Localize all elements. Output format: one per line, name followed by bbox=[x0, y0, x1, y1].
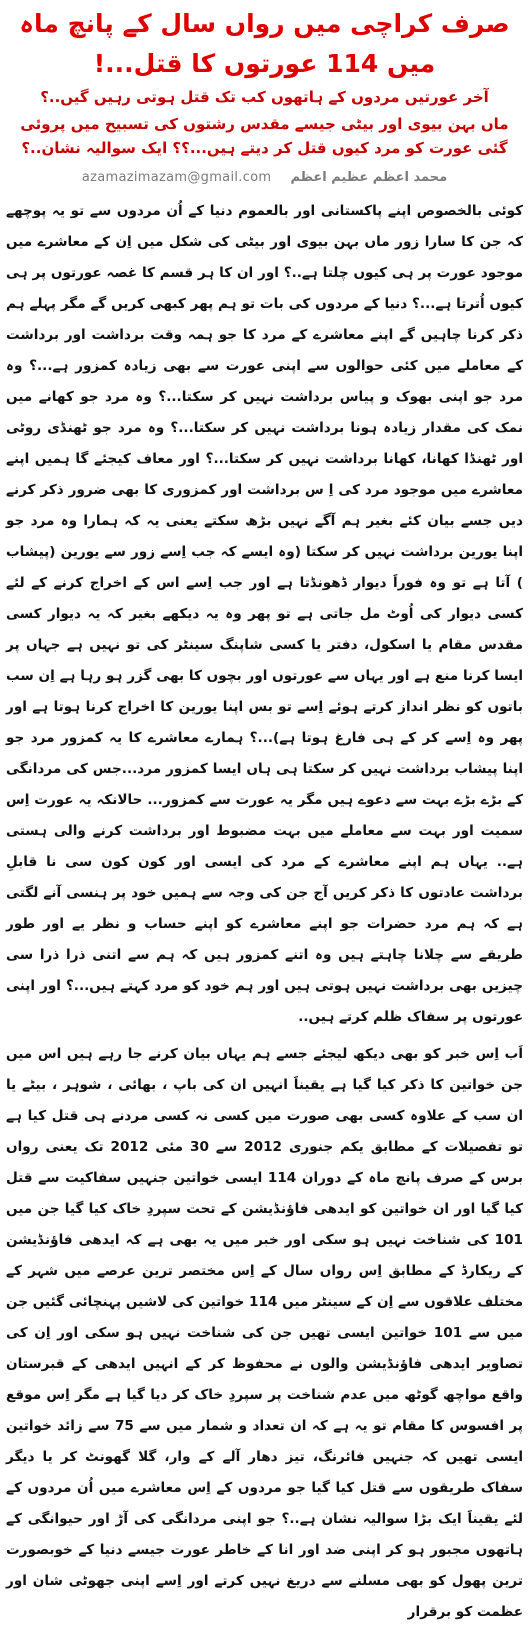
article-paragraph-2: اَب اِس خبر کو بھی دیکھ لیجئے جسے ہم یہاں بیان کرنے جا رہے ہیں اس میں جن خواتین کا ذکر کیا گیا ہے یقیناََ انہیں ان کی باپ ، بھائی ، شوہر ، بیٹے یا ان سب کے علاوہ کسی بھی صورت میں کسی نہ کسی مردنے ہی قتل کیا ہے تو تفصیلات کے مطابق یکم جنوری 2012 سے 30 مئی 2012 تک یعنی رواں برس کے صرف پانچ ماہ کے دوران 114 ایسی خواتین جنہیں سفاکیت سے قتل کیا گیا اور ان خواتین کو ایدھی فاؤنڈیشن کے تحت سپردِ خاک کیا گیا جن میں 101 کی شناخت نہیں ہو سکی اور خبر میں یہ بھی ہے کہ ایدھی فاؤنڈیشن کے ریکارڈ کے مطابق اِس رواں سال کے اِس مختصر ترین عرصے میں شہر کے مختلف علاقوں سے اِن کے سینٹر میں 114 خواتین کی لاشیں پہنچائی گئیں جن میں سے 101 خواتین ایسی تھیں جن کی شناخت نہیں ہو سکی اور اِن کی تصاویر ایدھی فاؤنڈیشن والوں نے محفوظ کر کے انہیں ایدھی کے قبرستان واقع مواچھ گوٹھ میں عدم شناخت پر سپردِ خاک کر دیا گیا ہے مگر اِس موقع پر افسوس کا مقام تو یہ ہے کہ ان تعداد و شمار میں سے 75 سے زائد خواتین ایسی تھیں کہ جنہیں فائرنگ، تیز دھار آلے کے وار، گلا گھونٹ کر یا دیگر سفاک طریقوں سے قتل کیا گیا جو مردوں کے اِس معاشرے میں اُن مردوں کے لئے یقیناََ ایک بڑا سوالیہ نشان ہے..؟ جو اپنی مردانگی کی آڑ اور حیوانگی کے ہاتھوں مجبور ہو کر اپنی ضد اور انا کے خاطر عورت جیسے دنیا کے خوبصورت ترین پھول کو بھی مسلنے سے دریغ نہیں کرتے اور اِسے اپنی جھوٹی شان اور عظمت کو برقرار bbox=[6, 1046, 523, 1620]
article-headline: صرف کراچی میں رواں سال کے پانچ ماہ میں 114 عورتوں کا قتل...! bbox=[19, 9, 510, 78]
author-email: azamazimazam@gmail.com bbox=[81, 170, 272, 185]
article-subheading-2: ماں بہن بیوی اور بیٹی جیسے مقدس رشتوں کی تسبیح میں پروئی گئی عورت کو مرد کیوں قتل کر دیتے ہیں...؟؟ ایک سوالیہ نشان..؟ bbox=[20, 115, 509, 157]
author-name: محمد اعظم عظیم اعظم bbox=[290, 170, 448, 185]
byline bbox=[6, 166, 523, 186]
article-subheading-1: آخر عورتیں مردوں کے ہاتھوں کب تک قتل ہوتی رہیں گیں..؟ bbox=[40, 88, 489, 106]
article-paragraph-1: کوئی بالخصوص اپنے پاکستانی اور بالعموم دنیا کے اُن مردوں سے تو یہ پوچھے کہ جن کا سارا زور ماں بہن بیوی اور بیٹی کی شکل میں اِن کے معاشرے میں موجود عورت پر ہی کیوں چلتا ہے..؟ اور ان کا ہر قسم کا غصہ عورتوں پر ہی کیوں اُترتا ہے...؟ دنیا کے مردوں کی بات تو ہم پھر کبھی کریں گے مگر پہلے ہم ذکر کرنا چاہیں گے اپنے معاشرے کے مرد کا جو ہمہ وقت برداشت اور برداشت کے معاملے میں کئی حوالوں سے اپنی عورت سے بھی زیادہ کمزور ہے...؟ وہ مرد جو اپنی بھوک و پیاس برداشت نہیں کر سکتا...؟ وہ مرد جو کھانے میں نمک کی مقدار زیادہ ہونا برداشت نہیں کر سکتا...؟ وہ مرد جو ٹھنڈی روٹی اور ٹھنڈا کھانا، کھانا برداشت نہیں کر سکتا...؟ اور معاف کیجئے گا ہمیں اپنے معاشرے میں موجود مرد کی اِ س برداشت اور کمزوری کا بھی ضرور ذکر کرنے دیں جسے بیان کئے بغیر ہم آگے نہیں بڑھ سکتے یعنی یہ کہ ہمارا وہ مرد جو اپنا یورین برداشت نہیں کر سکتا (وہ ایسے کہ جب اِسے زور سے یورین (پیشاب ) آتا ہے تو وہ فوراََ دیوار ڈھونڈتا ہے اور جب اِسے اس کے اخراج کرنے کے لئے کسی دیوار کی اُوٹ مل جاتی ہے تو پھر وہ یہ دیکھے بغیر کہ یہ دیوار کسی مقدس مقام یا اسکول، دفتر یا کسی شاپنگ سینٹر کی تو نہیں ہے جہاں پر ایسا کرنا منع ہے اور یہاں سے عورتوں اور بچوں کا بھی گزر ہو رہا ہے اِن سب باتوں کو نظر انداز کرتے ہوئے اِسے تو بس اپنا یورین کا اخراج کرنا ہوتا ہے اور پھر وہ اِسے کر کے ہی فارغ ہوتا ہے)...؟ ہمارے معاشرے کا یہ کمزور مرد جو اپنا پیشاب برداشت نہیں کر سکتا ہی ہاں ایسا کمزور مرد...جس کی مردانگی کے بڑے بڑے بہت سے دعوے ہیں مگر یہ عورت سے کمزور... حالانکہ یہ عورت اِس سمیت اور بہت سے معاملے میں بہت مضبوط اور برداشت کرنے والی ہستی ہے.. یہاں ہم اپنے معاشرے کے مرد کی ایسی اور کون کون سی نا قابلِ برداشت عادتوں کا ذکر کریں آج جن کی وجہ سے ہمیں خود پر ہنسی آنے لگتی ہے کہ ہم مرد حضرات جو اپنے معاشرے کو اپنے حساب و نظر یے اور طور طریقے سے چلانا چاہتے ہیں وہ اتنے کمزور ہیں کہ ہم سے اتنی ذرا ذرا سی چیزیں بھی برداشت نہیں ہوتی ہیں اور ہم خود کو مرد کہتے ہیں...؟ اور اپنی عورتوں پر سفاک ظلم کرتے ہیں.. bbox=[6, 203, 523, 1025]
